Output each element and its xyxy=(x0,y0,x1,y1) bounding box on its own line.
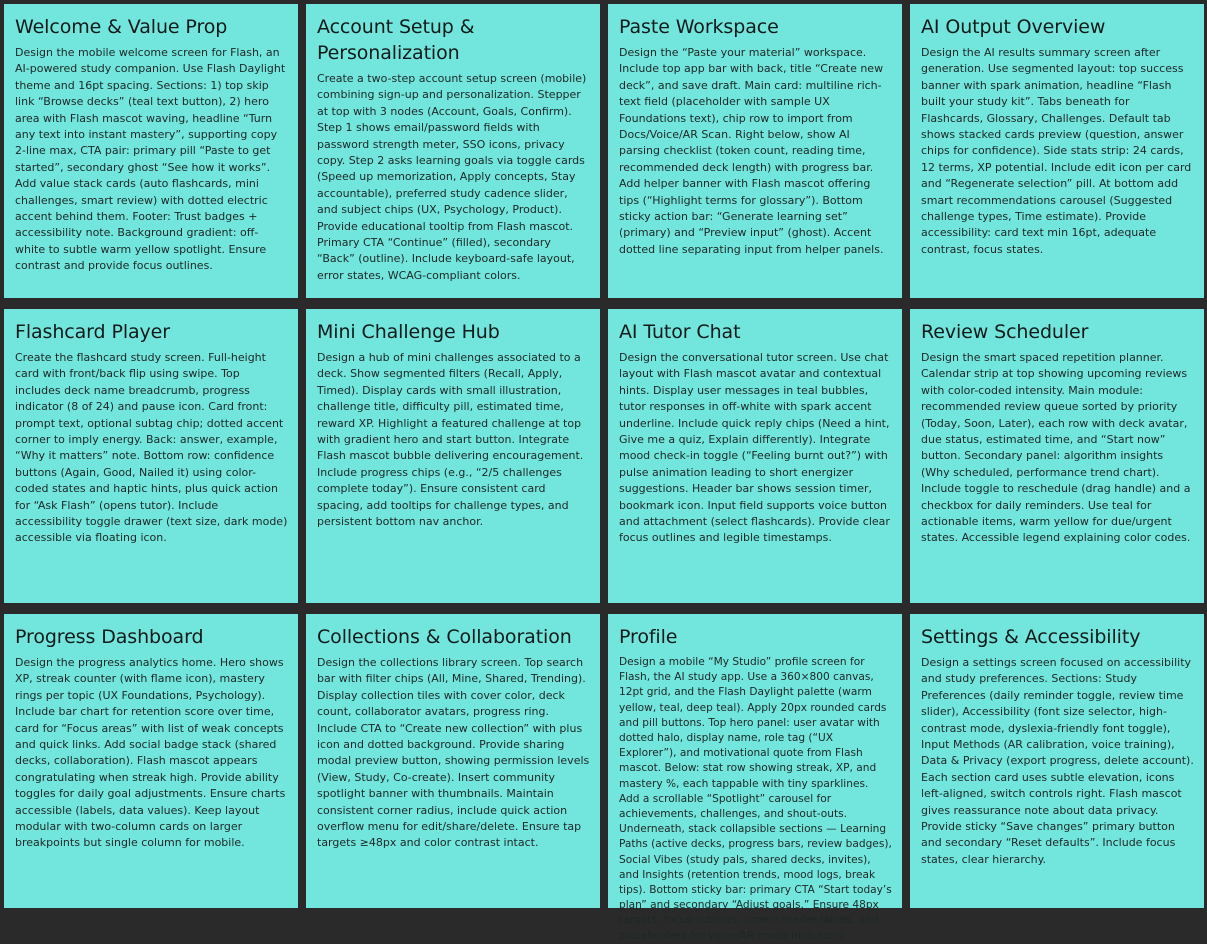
card-title: Welcome & Value Prop xyxy=(15,16,228,38)
card-account-setup xyxy=(306,4,600,298)
card-title: Account Setup & Personalization xyxy=(317,16,475,64)
card-title: AI Output Overview xyxy=(921,16,1106,38)
card-body: Design the smart spaced repetition planner. Calendar strip at top showing upcoming reviews with color-coded intensity. Main module: recommended review queue sorted by priority (Today, Soon, Later), each row with deck avatar, due status, estimated time, and “Start now” button. Secondary panel: algorithm insights (Why scheduled, performance trend chart). Include toggle to reschedule (drag handle) and a checkbox for daily reminders. Use teal for actionable items, warm yellow for due/urgent states. Accessible legend explaining color codes. xyxy=(921,351,1191,545)
card-title: Settings & Accessibility xyxy=(921,626,1141,648)
card-body: Design a settings screen focused on accessibility and study preferences. Sections: Study Preferences (daily reminder toggle, review time slider), Accessibility (font size selector, high-contrast mode, dyslexia-friendly font toggle), Input Methods (AR calibration, voice training), Data & Privacy (export progress, delete account). Each section card uses subtle elevation, icons left-aligned, switch controls right. Flash mascot gives reassurance note about data privacy. Provide sticky “Save changes” primary button and secondary “Reset defaults”. Include focus states, clear hierarchy. xyxy=(921,656,1194,866)
card-body: Design the progress analytics home. Hero shows XP, streak counter (with flame icon), mastery rings per topic (UX Foundations, Psychology). Include bar chart for retention score over time, card for “Focus areas” with list of weak concepts and quick links. Add social badge stack (shared decks, collaboration). Flash mascot appears congratulating when streak high. Provide ability toggles for daily goal adjustments. Ensure charts accessible (labels, data values). Keep layout modular with two-column cards on larger breakpoints but single column for mobile. xyxy=(15,656,286,850)
card-title: Progress Dashboard xyxy=(15,626,204,648)
card-ai-tutor-chat xyxy=(608,309,902,603)
card-title: Profile xyxy=(619,626,678,648)
card-title: Paste Workspace xyxy=(619,16,779,38)
card-profile xyxy=(608,614,902,942)
card-paste-workspace xyxy=(608,4,902,298)
card-mini-challenge-hub xyxy=(306,309,600,603)
card-settings-accessibility xyxy=(910,614,1204,908)
card-body: Create the flashcard study screen. Full-height card with front/back flip using swipe. Top includes deck name breadcrumb, progress indicator (8 of 24) and pause icon. Card front: prompt text, optional subtag chip; dotted accent corner to imply energy. Back: answer, example, “Why it matters” note. Bottom row: confidence buttons (Again, Good, Nailed it) using color-coded states and haptic hints, plus quick action for “Ask Flash” (opens tutor). Include accessibility toggle drawer (text size, dark mode) accessible via floating icon. xyxy=(15,351,288,545)
card-title: Flashcard Player xyxy=(15,321,170,343)
card-body: Design a mobile “My Studio” profile screen for Flash, the AI study app. Use a 360×800 canvas, 12pt grid, and the Flash Daylight palette (warm yellow, teal, deep teal). Apply 20px rounded cards and pill buttons. Top hero panel: user avatar with dotted halo, display name, role tag (“UX Explorer”), and motivational quote from Flash mascot. Below: stat row showing streak, XP, and mastery %, each tappable with tiny sparklines. Add a scrollable “Spotlight” carousel for achievements, challenges, and shout-outs. Underneath, stack collapsible sections — Learning Paths (active decks, progress bars, review badges), Social Vibes (study pals, shared decks, invites), and Insights (retention trends, mood logs, break tips). Bottom sticky bar: primary CTA “Start today’s plan” and secondary “Adjust goals.” Ensure 48px targets, focus outlines, screen reader labels, and placeholders for voice/AR mode indicators. xyxy=(619,656,892,942)
card-body: Design the mobile welcome screen for Flash, an AI-powered study companion. Use Flash Daylight theme and 16pt spacing. Sections: 1) top skip link “Browse decks” (teal text button), 2) hero area with Flash mascot waving, headline “Turn any text into instant mastery”, supporting copy 2-line max, CTA pair: primary pill “Paste to get started”, secondary ghost “See how it works”. Add value stack cards (auto flashcards, mini challenges, smart review) with dotted electric accent behind them. Footer: Trust badges + accessibility note. Background gradient: off-white to subtle warm yellow spotlight. Ensure contrast and provide focus outlines. xyxy=(15,46,286,273)
card-collections-collaboration xyxy=(306,614,600,908)
card-title: Mini Challenge Hub xyxy=(317,321,500,343)
card-ai-output-overview xyxy=(910,4,1204,298)
card-body: Design the collections library screen. Top search bar with filter chips (All, Mine, Shared, Trending). Display collection tiles with cover color, deck count, collaborator avatars, progress ring. Include CTA to “Create new collection” with plus icon and dotted background. Provide sharing modal preview button, showing permission levels (View, Study, Co-create). Insert community spotlight banner with thumbnails. Maintain consistent corner radius, include quick action overflow menu for edit/share/delete. Ensure tap targets ≥48px and color contrast intact. xyxy=(317,656,590,850)
card-flashcard-player xyxy=(4,309,298,603)
card-body: Design the “Paste your material” workspace. Include top app bar with back, title “Create new deck”, and save draft. Main card: multiline rich-text field (placeholder with sample UX Foundations text), chip row to import from Docs/Voice/AR Scan. Right below, show AI parsing checklist (token count, reading time, recommended deck length) with progress bar. Add helper banner with Flash mascot offering tips (“Highlight terms for glossary”). Bottom sticky action bar: “Generate learning set” (primary) and “Preview input” (ghost). Accent dotted line separating input from helper panels. xyxy=(619,46,884,256)
card-title: AI Tutor Chat xyxy=(619,321,741,343)
card-body: Design the conversational tutor screen. Use chat layout with Flash mascot avatar and contextual hints. Display user messages in teal bubbles, tutor responses in off-white with spark accent underline. Include quick reply chips (Need a hint, Give me a quiz, Explain differently). Integrate mood check-in toggle (“Feeling burnt out?”) with pulse animation leading to short energizer suggestions. Header bar shows session timer, bookmark icon. Input field supports voice button and attachment (select flashcards). Provide clear focus outlines and legible timestamps. xyxy=(619,351,890,545)
card-title: Review Scheduler xyxy=(921,321,1089,343)
card-title: Collections & Collaboration xyxy=(317,626,572,648)
card-body: Create a two-step account setup screen (mobile) combining sign-up and personalization. Stepper at top with 3 nodes (Account, Goals, Confirm). Step 1 shows email/password fields with password strength meter, SSO icons, privacy copy. Step 2 asks learning goals via toggle cards (Speed up memorization, Apply concepts, Stay accountable), preferred study cadence slider, and subject chips (UX, Psychology, Product). Provide educational tooltip from Flash mascot. Primary CTA “Continue” (filled), secondary “Back” (outline). Include keyboard-safe layout, error states, WCAG-compliant colors. xyxy=(317,72,587,282)
card-progress-dashboard xyxy=(4,614,298,908)
card-review-scheduler xyxy=(910,309,1204,603)
card-body: Design the AI results summary screen after generation. Use segmented layout: top success banner with spark animation, headline “Flash built your study kit”. Tabs beneath for Flashcards, Glossary, Challenges. Default tab shows stacked cards preview (question, answer chips for confidence). Side stats strip: 24 cards, 12 terms, XP potential. Include edit icon per card and “Regenerate selection” pill. At bottom add smart recommendations carousel (Suggested challenge types, Time estimate). Provide accessibility: card text min 16pt, adequate contrast, focus states. xyxy=(921,46,1192,256)
card-welcome-value-prop xyxy=(4,4,298,298)
card-body: Design a hub of mini challenges associated to a deck. Show segmented filters (Recall, Apply, Timed). Display cards with small illustration, challenge title, difficulty pill, estimated time, reward XP. Highlight a featured challenge at top with gradient hero and start button. Integrate Flash mascot bubble delivering encouragement. Include progress chips (e.g., “2/5 challenges complete today”). Ensure consistent card spacing, add tooltips for challenge types, and persistent bottom nav anchor. xyxy=(317,351,584,529)
